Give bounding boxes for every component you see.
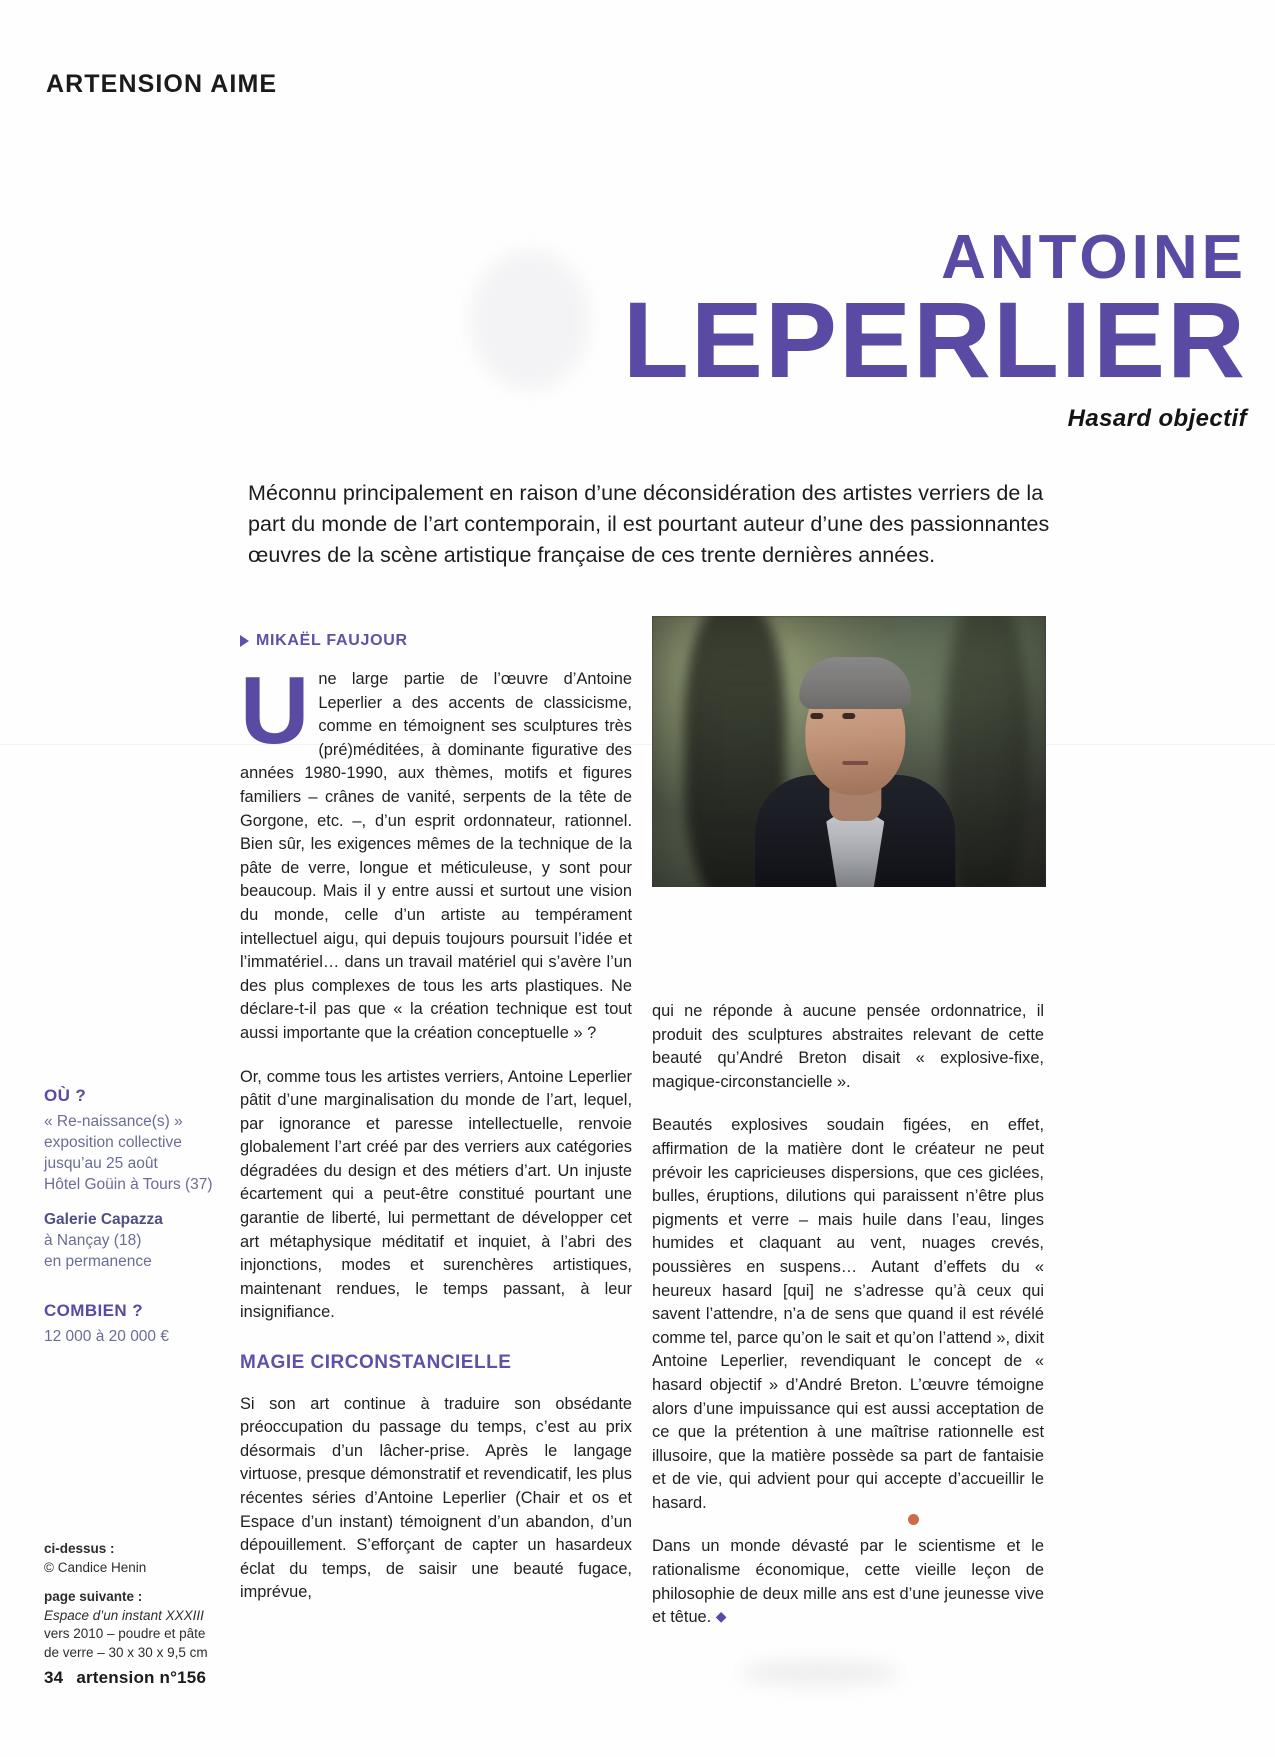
credit-next-detail: de verre – 30 x 30 x 9,5 cm [44, 1644, 208, 1660]
sidebar-where-line: exposition collective [44, 1134, 182, 1151]
scan-artifact-dot [908, 1514, 919, 1525]
article-paragraph: qui ne réponde à aucune pensée ordonnatrice, il produit des sculptures abstraites relevant de cette beauté qu’André Breton disait « explosive-fixe, magique-circonstancielle ». [652, 1002, 1044, 1091]
credits-spacer [44, 1577, 239, 1588]
end-mark-icon: ◆ [715, 1608, 727, 1625]
portrait-photo [652, 616, 1046, 887]
section-kicker: ARTENSION AIME [46, 70, 278, 98]
article-paragraph [240, 657, 632, 1046]
sidebar-price-value: 12 000 à 20 000 € [44, 1328, 169, 1345]
article-paragraph: Or, comme tous les artistes verriers, Antoine Leperlier pâtit d’une marginalisation du monde de l’art, lequel, par ignorance et paresse intellectuelle, renvoie globalement l’art créé par des verriers aux catégories dégradées du design et des métiers d’art. Un injuste écartement qui a peut-être constitué pourtant une garantie de liberté, lui permettant de développer cet art métaphysique méditatif et inquiet, à l’abri des injonctions, modes et surenchères artistiques, maintenant rendues, le temps passant, à leur insignifiance. [240, 1067, 632, 1322]
sidebar-gallery-name: Galerie Capazza [44, 1211, 163, 1228]
folio-page-number: 34 [44, 1668, 64, 1687]
sidebar-where-line: jusqu’au 25 août [44, 1155, 158, 1172]
article-paragraph-text: Dans un monde dévasté par le scientisme et le rationalisme économique, cette vieille leçon de philosophie de deux mille ans est d’une jeunesse vive et têtue. [652, 1537, 1044, 1627]
photo-vignette [652, 616, 1046, 887]
article-masthead [417, 223, 1247, 433]
sidebar-price-heading: COMBIEN ? [44, 1301, 143, 1320]
scan-artifact-line [0, 744, 1275, 745]
credit-next-title: Espace d’un instant XXXIII [44, 1607, 204, 1623]
scan-artifact-smudge [740, 1660, 900, 1686]
folio-publication: artension n°156 [76, 1668, 207, 1687]
article-paragraph: Si son art continue à traduire son obsédante préoccupation du passage du temps, c’est au prix désormais d’un lâcher-prise. Après le langage virtuose, presque démonstratif et revendicatif, les plus récentes séries d’Antoine Leperlier (Chair et os et Espace d’un instant) témoignent d’un abandon, d’un dépouillement. S’efforçant de capter un hasardeux éclat du temps, de saisir une beauté fugace, imprévue, [240, 1394, 632, 1602]
title-lastname: LEPERLIER [622, 278, 1247, 400]
article-paragraph-text: ne large partie de l’œuvre d’Antoine Leperlier a des accents de classicisme, comme en témoignent ses sculptures très (pré)méditées, à dominante figurative des années 1980-1990, aux thèmes, motifs et figures familiers – crânes de vanité, serpents de la tête de Gorgone, etc. –, d’un esprit ordonnateur, rationnel. Bien sûr, les exigences mêmes de la technique de la pâte de verre, longue et méticuleuse, y sont pour beaucoup. Mais il y entre aussi et surtout une vision du monde, celle d’un artiste au tempérament intellectuel aigu, qui depuis toujours poursuit l’idée et l’immatériel… dans un travail matériel qui s’avère l’un des plus complexes de tous les arts plastiques. Ne déclare-t-il pas que « la création technique est tout aussi importante que la création conceptuelle » ? [240, 670, 632, 1042]
credit-above-label: ci-dessus : [44, 1541, 115, 1556]
article-column-left [240, 657, 632, 1625]
credit-above-value: © Candice Henin [44, 1559, 147, 1575]
credit-next-detail: vers 2010 – poudre et pâte [44, 1626, 206, 1641]
info-sidebar [44, 1085, 234, 1347]
byline-author: MIKAËL FAUJOUR [256, 632, 408, 649]
article-paragraph: Beautés explosives soudain figées, en effet, affirmation de la matière dont le créateur ne peut prévoir les capricieuses dispersions, que ces giclées, bulles, éruptions, dilutions qui paraissent n’être plus pigments et verre – mais huile dans l’eau, linges humides et claquant au vent, nuages crevés, poussières en suspens… Autant d’effets du « heureux hasard [qui] ne s’adresse qu’à ceux qui savent l’attendre, n’a de sens que quand il est révélé comme tel, parce qu’on le sait et qu’on l’attend », dixit Antoine Leperlier, revendiquant le concept de « hasard objectif » d’André Breton. L’œuvre témoigne alors d’une impuissance qui est aussi acceptation de ce que la prétention à une maîtrise rationnelle est illusoire, que la matière possède sa part de fantaisie et de vie, qui advient pour qui accepte d’accueillir le hasard. [652, 1116, 1044, 1512]
sidebar-where-heading: OÙ ? [44, 1086, 87, 1105]
drop-cap: U [240, 657, 310, 764]
image-credits [44, 1540, 239, 1662]
page-folio [44, 1668, 206, 1688]
sidebar-where-line: « Re-naissance(s) » [44, 1113, 183, 1130]
article-section-heading: MAGIE CIRCONSTANCIELLE [240, 1352, 512, 1374]
title-firstname: ANTOINE [941, 223, 1247, 292]
article-subtitle: Hasard objectif [1067, 404, 1247, 432]
standfirst: Méconnu principalement en raison d’une déconsidération des artistes verriers de la part du monde de l’art contemporain, il est pourtant auteur d’une des passionnantes œuvres de la scène artistique française de ces trente dernières années. [248, 481, 1050, 567]
sidebar-gallery-line: à Nançay (18) [44, 1232, 142, 1249]
credit-next-label: page suivante : [44, 1589, 143, 1604]
byline [240, 632, 408, 650]
sidebar-gallery-line: en permanence [44, 1253, 152, 1270]
article-column-right [652, 1000, 1044, 1650]
sidebar-where-line: Hôtel Goüin à Tours (37) [44, 1176, 213, 1193]
article-paragraph-final [652, 1535, 1044, 1629]
triangle-icon [240, 635, 249, 647]
